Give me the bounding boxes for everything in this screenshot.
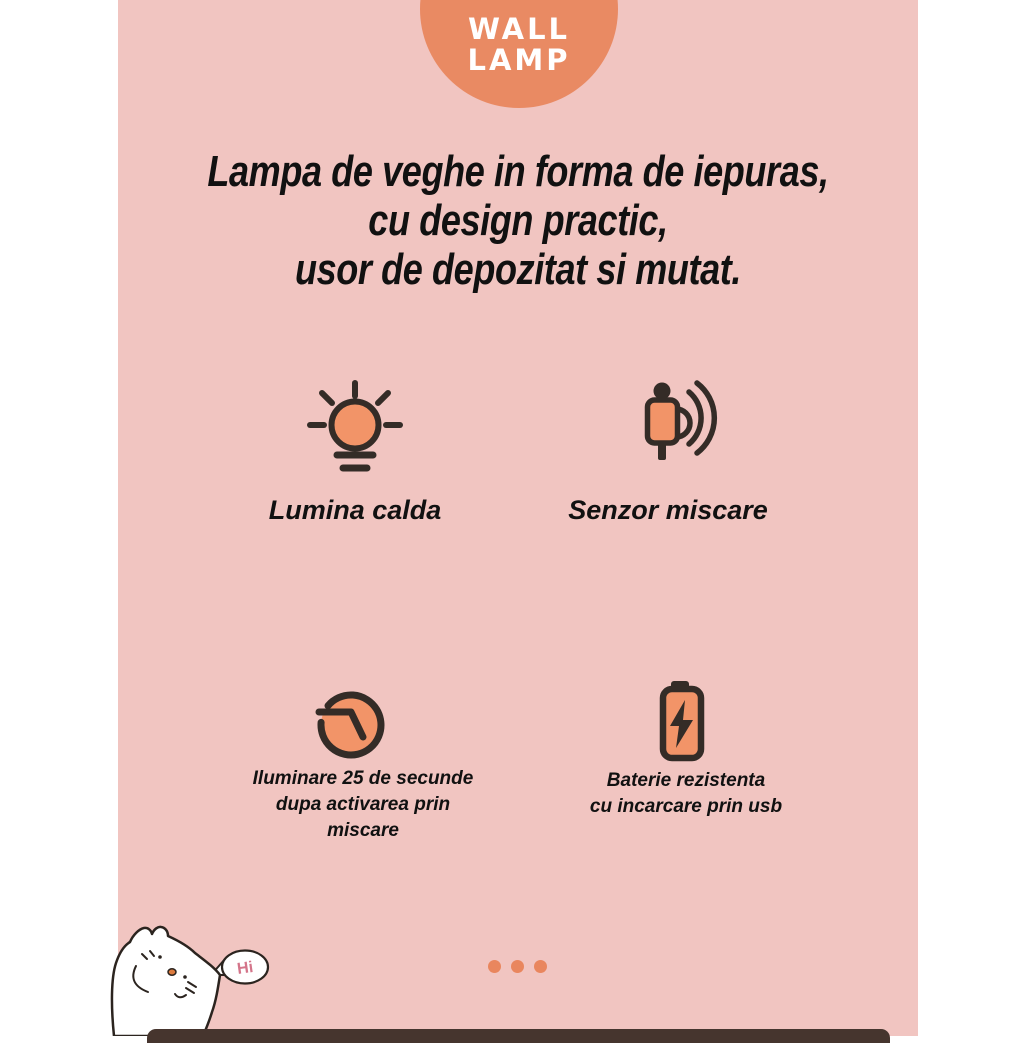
feature-label-motion-sensor: Senzor miscare xyxy=(568,495,768,525)
cat-nose xyxy=(168,969,176,975)
badge-title xyxy=(420,14,618,76)
headline-line1: Lampa de veghe in forma de iepuras, xyxy=(207,147,829,196)
mascot-cat xyxy=(100,915,280,1036)
bottom-bar xyxy=(147,1029,890,1043)
pink-panel xyxy=(118,0,918,1036)
battery-icon xyxy=(638,675,728,780)
cat-body xyxy=(112,927,220,1036)
feature-label-battery xyxy=(566,768,806,820)
pagination-dot[interactable] xyxy=(511,960,524,973)
pagination-dot[interactable] xyxy=(534,960,547,973)
headline-line3: usor de depozitat si mutat. xyxy=(294,245,741,294)
feature-label-battery-line2: cu incarcare prin usb xyxy=(589,796,783,817)
timer-clock-icon xyxy=(307,680,397,775)
light-bulb-icon xyxy=(300,370,410,485)
feature-label-timer xyxy=(243,766,483,844)
wall-lamp-badge xyxy=(420,0,618,108)
cat-eye-right xyxy=(183,975,187,979)
speech-bubble-text: Hi xyxy=(236,958,255,979)
headline-line2: cu design practic, xyxy=(368,196,668,245)
feature-label-battery-line1: Baterie rezistenta xyxy=(606,770,766,791)
feature-label-warm-light: Lumina calda xyxy=(268,495,442,525)
headline xyxy=(190,147,846,294)
feature-label-timer-line1: Iluminare 25 de secunde xyxy=(252,768,474,789)
badge-title-line2: LAMP xyxy=(467,43,571,77)
motion-sensor-icon xyxy=(613,370,723,485)
cat-eye-left xyxy=(158,955,162,959)
pagination-dot[interactable] xyxy=(488,960,501,973)
badge-title-line1: WALL xyxy=(467,12,571,46)
pagination xyxy=(488,960,547,973)
feature-label-timer-line2: dupa activarea prin miscare xyxy=(275,794,451,841)
